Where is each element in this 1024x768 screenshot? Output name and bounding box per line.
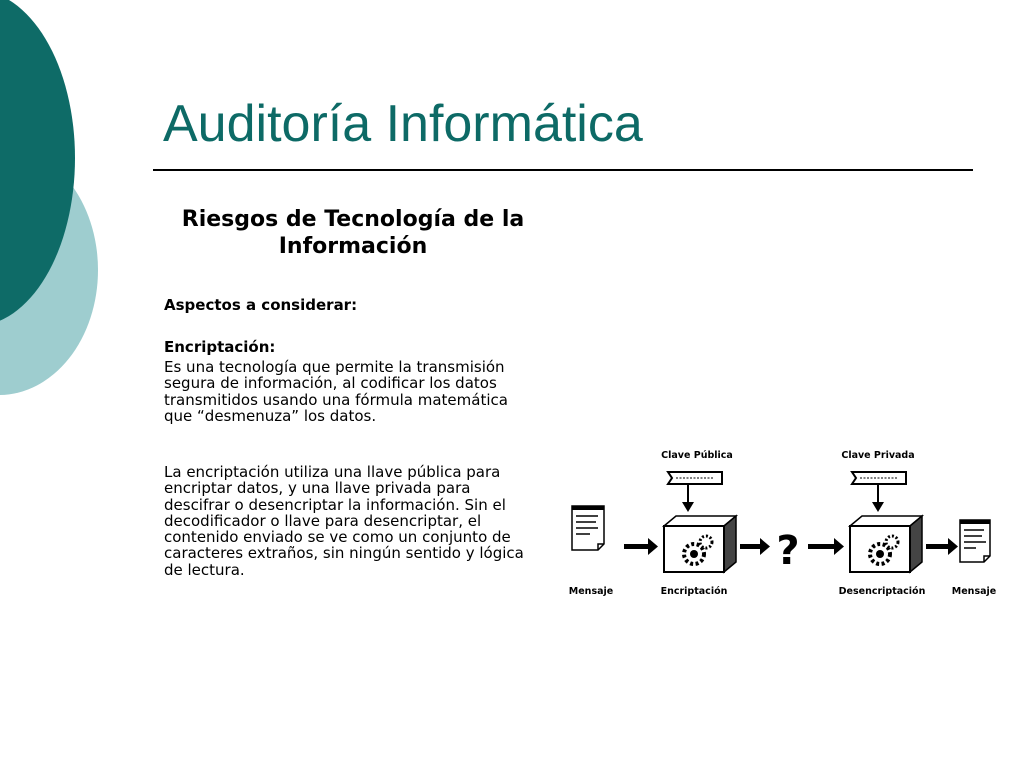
- arrow-icon: [624, 538, 658, 555]
- arrow-icon: [740, 538, 770, 555]
- encryption-heading: Encriptación:: [164, 338, 276, 356]
- arrow-icon: [926, 538, 958, 555]
- encryption-machine-icon: [664, 516, 736, 572]
- encryption-diagram-svg: [560, 440, 1004, 605]
- slide-subtitle: Riesgos de Tecnología de la Información: [181, 207, 525, 259]
- unknown-content-question-mark: ?: [776, 528, 800, 574]
- message-label-left: Mensaje: [568, 586, 614, 597]
- keys-description: La encriptación utiliza una llave pública para encriptar datos, y una llave privada para descifrar o desencriptar la información. Sin el decodificador o llave para desencriptar, el contenido enviado se ve como un conjunto de caracteres extraños, sin ningún sentido y lógica de lectura.: [164, 463, 524, 579]
- arrow-icon: [808, 538, 844, 555]
- public-key-label: Clave Pública: [661, 450, 733, 461]
- decryption-label: Desencriptación: [838, 586, 926, 597]
- encryption-label: Encriptación: [660, 586, 728, 597]
- slide-title: Auditoría Informática: [163, 95, 643, 153]
- message-label-right: Mensaje: [951, 586, 997, 597]
- private-key-label: Clave Privada: [841, 450, 915, 461]
- encryption-diagram: [560, 440, 1004, 605]
- message-document-icon: [572, 506, 604, 550]
- message-document-icon: [960, 520, 990, 562]
- title-divider: [153, 169, 973, 171]
- decryption-machine-icon: [850, 516, 922, 572]
- aspects-heading: Aspectos a considerar:: [164, 296, 358, 314]
- encryption-description: Es una tecnología que permite la transmisión segura de información, al codificar los datos transmitidos usando una fórmula matemática que “desmenuza” los datos.: [164, 358, 508, 425]
- public-key-icon: [668, 472, 722, 512]
- private-key-icon: [852, 472, 906, 512]
